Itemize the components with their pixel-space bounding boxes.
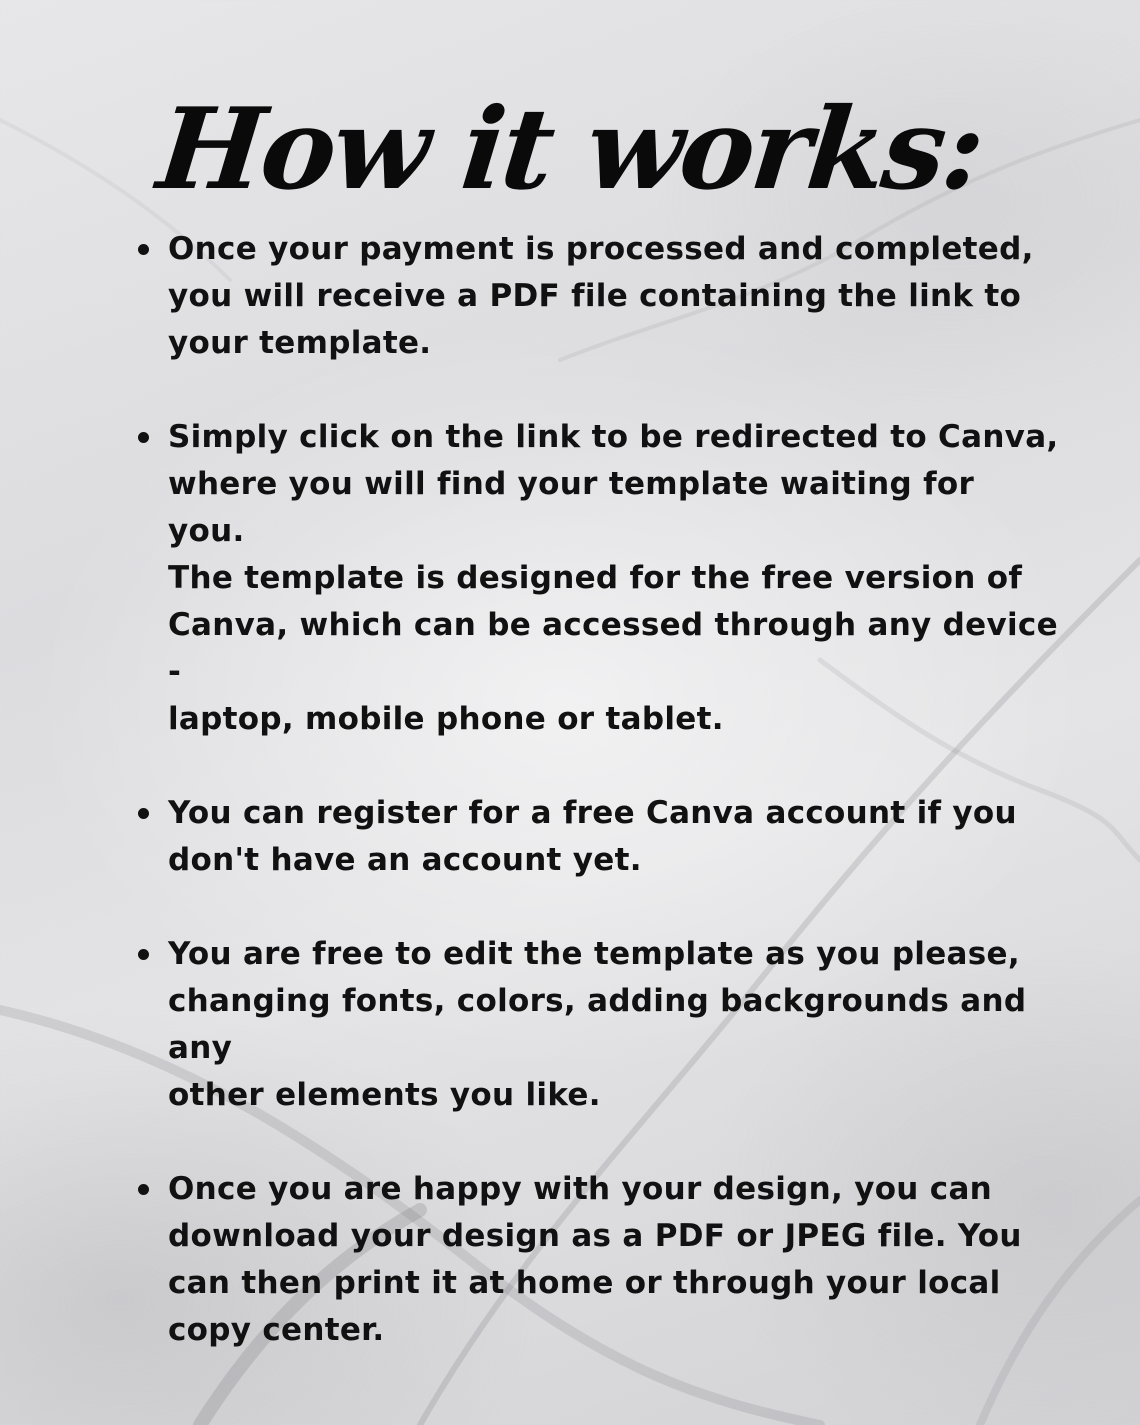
bullet-icon: [138, 244, 149, 255]
list-item: [130, 1166, 1060, 1354]
list-item: [130, 790, 1060, 884]
step-text: Simply click on the link to be redirected to Canva, where you will find your template waiting for you. The template is designed for the free version of Canva, which can be accessed through any device - laptop, mobile phone or tablet.: [168, 419, 1059, 737]
step-text: Once your payment is processed and completed, you will receive a PDF file containing the link to your template.: [168, 231, 1034, 361]
steps-list: [130, 226, 1060, 1401]
bullet-icon: [138, 949, 149, 960]
step-text: You are free to edit the template as you please, changing fonts, colors, adding backgrounds and any other elements you like.: [168, 936, 1027, 1113]
step-text: Once you are happy with your design, you can download your design as a PDF or JPEG file. You can then print it at home or through your local copy center.: [168, 1171, 1022, 1348]
list-item: [130, 931, 1060, 1119]
step-text: You can register for a free Canva account if you don't have an account yet.: [168, 795, 1017, 878]
bullet-icon: [138, 1184, 149, 1195]
page-title: How it works:: [151, 84, 989, 215]
bullet-icon: [138, 432, 149, 443]
list-item: [130, 414, 1060, 743]
bullet-icon: [138, 808, 149, 819]
list-item: [130, 226, 1060, 367]
